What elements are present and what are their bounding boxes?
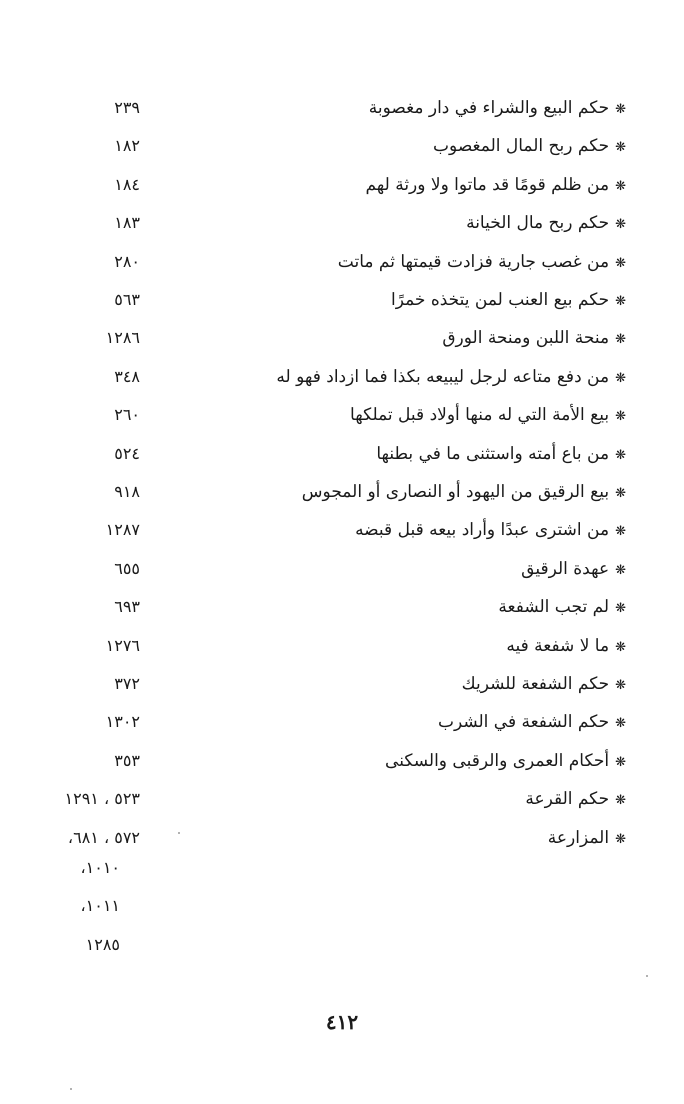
entry-title: من اشترى عبدًا وأراد بيعه قبل قبضه [355,520,610,540]
entry-page-refs: ١٢٧٦ [105,636,140,655]
entry-title: منحة اللبن ومنحة الورق [442,328,610,348]
asterisk-bullet-icon: ❋ [615,179,626,194]
index-entry [246,325,626,353]
entry-title: عهدة الرقيق [521,559,610,579]
asterisk-bullet-icon: ❋ [615,793,626,808]
entry-page-refs: ١٣٠٢ [105,712,140,731]
entry-page-refs: ٣٥٣ [114,751,140,770]
index-entry [246,517,626,545]
asterisk-bullet-icon: ❋ [615,678,626,693]
print-speck [646,975,648,977]
entry-title: حكم بيع العنب لمن يتخذه خمرًا [390,290,610,310]
asterisk-bullet-icon: ❋ [615,832,626,847]
asterisk-bullet-icon: ❋ [615,332,626,347]
index-entry [246,402,626,430]
asterisk-bullet-icon: ❋ [615,294,626,309]
entry-title: من غصب جارية فزادت قيمتها ثم ماتت [337,252,610,272]
entry-page-refs: ٣٧٢ [114,674,140,693]
entry-title: حكم ربح المال المغصوب [433,136,610,156]
index-entry [246,748,626,776]
index-entry [246,786,626,814]
index-entry [246,172,626,200]
entry-page-refs: ٢٨٠ [114,252,140,271]
asterisk-bullet-icon: ❋ [615,256,626,271]
asterisk-bullet-icon: ❋ [615,755,626,770]
entry-page-refs: ٢٦٠ [114,405,140,424]
asterisk-bullet-icon: ❋ [615,217,626,232]
asterisk-bullet-icon: ❋ [615,486,626,501]
entry-title: من باع أمته واستثنى ما في بطنها [376,444,610,464]
page-number: ٤١٢ [325,1010,359,1034]
asterisk-bullet-icon: ❋ [615,716,626,731]
entry-title: حكم ربح مال الخيانة [466,213,610,233]
entry-page-refs: ١٢٨٧ [105,520,140,539]
entry-page-refs: ١٢٨٦ [105,328,140,347]
entry-page-refs: ٩١٨ [114,482,140,501]
entry-title: من ظلم قومًا قد ماتوا ولا ورثة لهم [365,175,610,195]
entry-title: حكم الشفعة في الشرب [437,712,610,732]
index-entry [246,95,626,123]
index-entry [246,825,626,853]
continuation-page-ref: ١٢٨٥ [85,935,120,954]
entry-title: من دفع متاعه لرجل ليبيعه بكذا فما ازداد فهو له [276,367,610,387]
entry-page-refs: ١٨٤ [114,175,140,194]
index-entry [246,441,626,469]
index-entry [246,287,626,315]
entry-page-refs: ٣٤٨ [114,367,140,386]
continuation-page-ref: ١٠١١، [80,896,120,915]
entry-title: أحكام العمرى والرقبى والسكنى [385,751,610,771]
asterisk-bullet-icon: ❋ [615,102,626,117]
entry-title: حكم الشفعة للشريك [461,674,610,694]
asterisk-bullet-icon: ❋ [615,563,626,578]
asterisk-bullet-icon: ❋ [615,140,626,155]
entry-page-refs: ٥٧٢ ، ٦٨١، [67,828,140,847]
asterisk-bullet-icon: ❋ [615,409,626,424]
index-entry [246,671,626,699]
print-speck [178,832,180,834]
index-entry [246,594,626,622]
print-speck [70,1088,72,1090]
entry-page-refs: ١٨٢ [114,136,140,155]
entry-page-refs: ٦٩٣ [114,597,140,616]
entry-title: بيع الرقيق من اليهود أو النصارى أو المجوس [301,482,610,502]
entry-title: حكم البيع والشراء في دار مغصوبة [368,98,610,118]
entry-page-refs: ٥٦٣ [114,290,140,309]
entry-page-refs: ١٨٣ [114,213,140,232]
entry-page-refs: ٥٢٤ [114,444,140,463]
entry-title: المزارعة [547,828,610,848]
entry-page-refs: ٦٥٥ [114,559,140,578]
asterisk-bullet-icon: ❋ [615,448,626,463]
entry-title: بيع الأمة التي له منها أولاد قبل تملكها [350,405,610,425]
index-entry [246,133,626,161]
index-entry [246,556,626,584]
asterisk-bullet-icon: ❋ [615,524,626,539]
entry-title: ما لا شفعة فيه [506,636,610,656]
index-entry [246,364,626,392]
asterisk-bullet-icon: ❋ [615,371,626,386]
entry-page-refs: ٥٢٣ ، ١٢٩١ [64,789,140,808]
entry-page-refs: ٢٣٩ [114,98,140,117]
index-entry [246,709,626,737]
entry-title: لم تجب الشفعة [498,597,610,617]
asterisk-bullet-icon: ❋ [615,601,626,616]
continuation-page-ref: ١٠١٠، [80,858,120,877]
index-entry [246,633,626,661]
index-entry [246,210,626,238]
index-entry [246,479,626,507]
index-entry [246,249,626,277]
entry-title: حكم القرعة [525,789,610,809]
asterisk-bullet-icon: ❋ [615,640,626,655]
